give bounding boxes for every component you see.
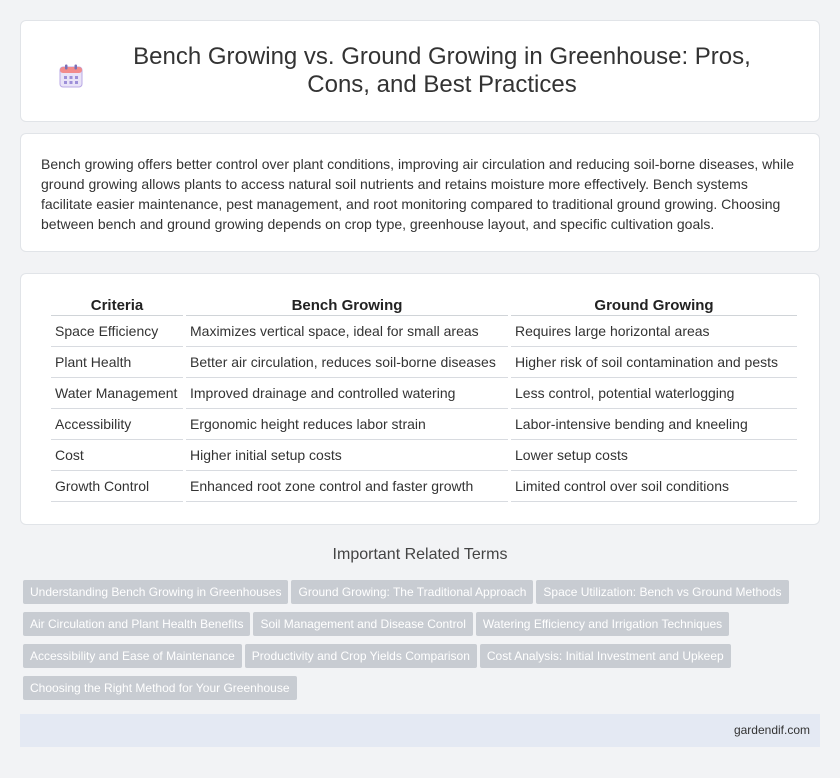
table-row xyxy=(51,409,797,440)
related-term-tag[interactable]: Ground Growing: The Traditional Approach xyxy=(291,580,533,604)
table-cell: Higher initial setup costs xyxy=(186,440,508,471)
table-cell: Enhanced root zone control and faster growth xyxy=(186,471,508,502)
comparison-table xyxy=(48,294,800,502)
table-cell: Space Efficiency xyxy=(51,316,183,347)
footer xyxy=(20,714,820,747)
table-cell: Higher risk of soil contamination and pests xyxy=(511,347,797,378)
table-cell: Plant Health xyxy=(51,347,183,378)
page-title: Bench Growing vs. Ground Growing in Greenhouse: Pros, Cons, and Best Practices xyxy=(133,43,751,98)
table-cell: Cost xyxy=(51,440,183,471)
table-cell: Ergonomic height reduces labor strain xyxy=(186,409,508,440)
table-cell: Requires large horizontal areas xyxy=(511,316,797,347)
related-term-tag[interactable]: Productivity and Crop Yields Comparison xyxy=(245,644,477,668)
table-row xyxy=(51,471,797,502)
related-term-tag[interactable]: Accessibility and Ease of Maintenance xyxy=(23,644,242,668)
table-row xyxy=(51,316,797,347)
table-cell: Better air circulation, reduces soil-borne diseases xyxy=(186,347,508,378)
table-cell: Lower setup costs xyxy=(511,440,797,471)
header-ground: Ground Growing xyxy=(511,294,797,316)
table-cell: Maximizes vertical space, ideal for small areas xyxy=(186,316,508,347)
related-term-tag[interactable]: Understanding Bench Growing in Greenhouses xyxy=(23,580,288,604)
table-cell: Accessibility xyxy=(51,409,183,440)
related-term-tag[interactable]: Watering Efficiency and Irrigation Techniques xyxy=(476,612,729,636)
footer-site-link[interactable]: gardendif.com xyxy=(733,723,810,737)
related-term-tag[interactable]: Air Circulation and Plant Health Benefits xyxy=(23,612,250,636)
header-bench: Bench Growing xyxy=(186,294,508,316)
table-row xyxy=(51,347,797,378)
related-terms-list xyxy=(23,580,823,708)
related-term-tag[interactable]: Space Utilization: Bench vs Ground Methods xyxy=(536,580,788,604)
related-terms-title: Important Related Terms xyxy=(332,546,508,563)
table-row xyxy=(51,378,797,409)
table-cell: Limited control over soil conditions xyxy=(511,471,797,502)
table-cell: Water Management xyxy=(51,378,183,409)
related-term-tag[interactable]: Cost Analysis: Initial Investment and Upkeep xyxy=(480,644,731,668)
calendar-icon xyxy=(58,63,84,89)
table-row xyxy=(51,440,797,471)
table-cell: Improved drainage and controlled watering xyxy=(186,378,508,409)
related-term-tag[interactable]: Choosing the Right Method for Your Greenhouse xyxy=(23,676,297,700)
summary-text: Bench growing offers better control over plant conditions, improving air circulation and reducing soil-borne diseases, while ground growing allows plants to access natural soil nutrients and retains moisture more effectively. Bench systems facilitate easier maintenance, pest management, and root monitoring compared to traditional ground growing. Choosing between bench and ground growing depends on crop type, greenhouse layout, and specific cultivation goals. xyxy=(41,156,795,232)
comparison-table-card xyxy=(20,273,820,525)
table-cell: Less control, potential waterlogging xyxy=(511,378,797,409)
summary-card xyxy=(20,133,820,252)
title-card xyxy=(20,20,820,122)
related-term-tag[interactable]: Soil Management and Disease Control xyxy=(253,612,472,636)
table-header-row xyxy=(51,294,797,316)
table-cell: Labor-intensive bending and kneeling xyxy=(511,409,797,440)
table-cell: Growth Control xyxy=(51,471,183,502)
header-criteria: Criteria xyxy=(51,294,183,316)
